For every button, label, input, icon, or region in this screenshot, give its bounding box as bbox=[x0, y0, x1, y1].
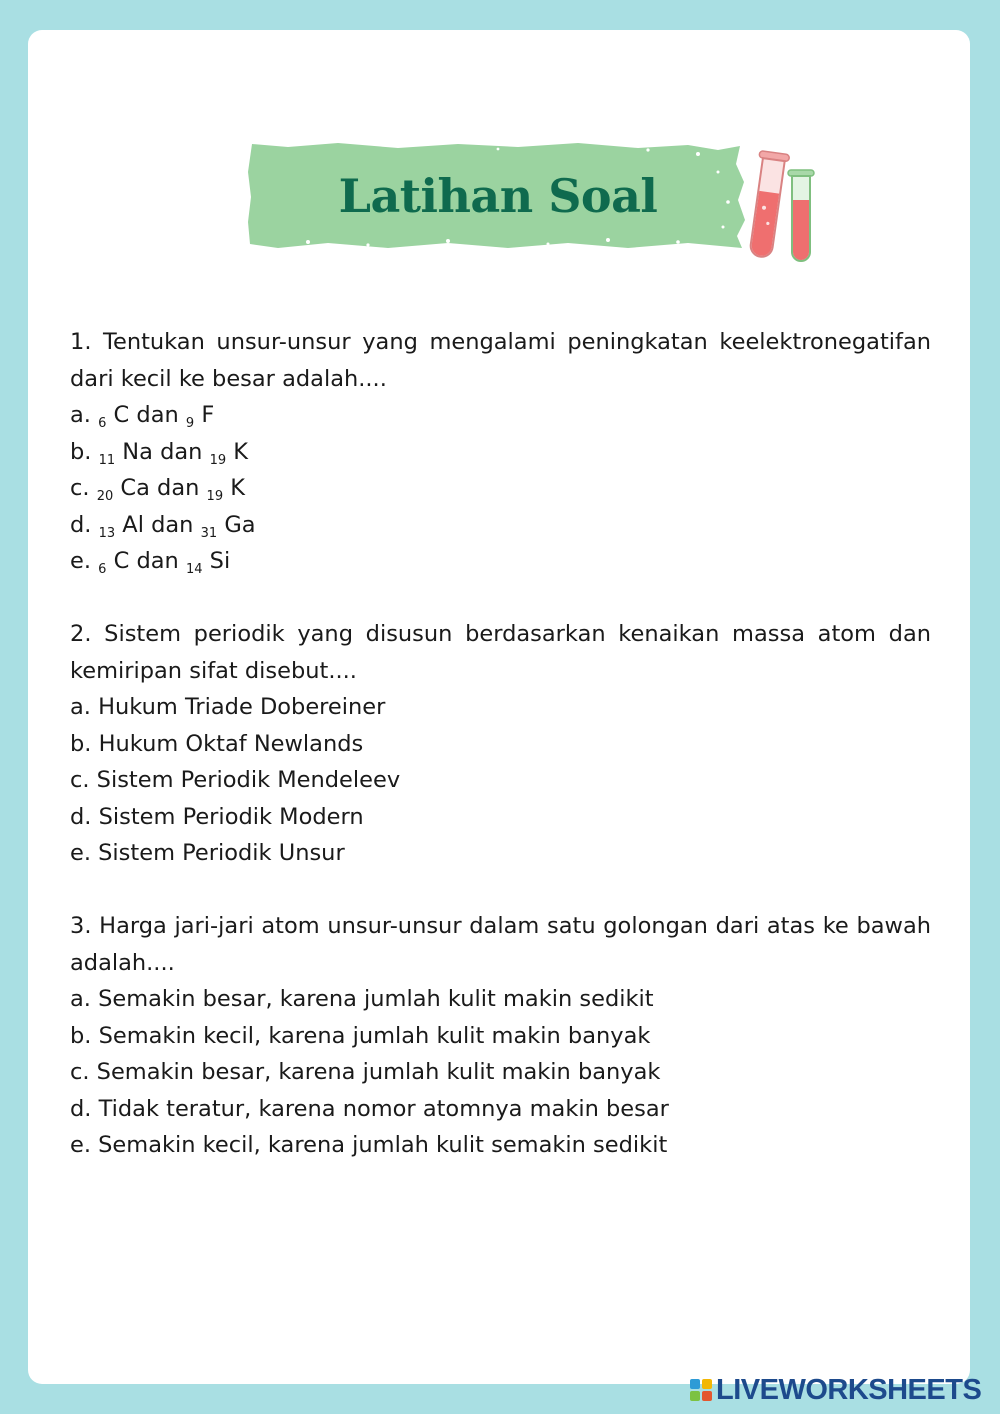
option-label: e. bbox=[70, 548, 91, 574]
element-symbol: K bbox=[230, 475, 246, 501]
option-b[interactable]: b. Hukum Oktaf Newlands bbox=[70, 730, 364, 757]
conjunction: dan bbox=[160, 438, 203, 465]
option-d[interactable] bbox=[70, 507, 931, 544]
element-symbol: Na bbox=[122, 438, 153, 465]
element-symbol: Si bbox=[209, 548, 231, 574]
title-banner bbox=[248, 142, 748, 250]
atomic-number: 31 bbox=[200, 525, 218, 541]
option-c[interactable]: c. Sistem Periodik Mendeleev bbox=[70, 767, 401, 793]
conjunction: dan bbox=[157, 475, 200, 501]
conjunction: dan bbox=[136, 402, 179, 428]
atomic-number: 9 bbox=[185, 416, 195, 431]
question-list bbox=[70, 324, 931, 1200]
option-b[interactable] bbox=[70, 434, 931, 471]
atomic-number: 14 bbox=[185, 562, 203, 577]
option-e[interactable] bbox=[70, 543, 931, 580]
atomic-number: 11 bbox=[98, 452, 116, 468]
option-label: a. bbox=[70, 402, 91, 428]
option-b[interactable]: b. Semakin kecil, karena jumlah kulit makin banyak bbox=[70, 1022, 651, 1049]
element-symbol: Al bbox=[122, 511, 144, 538]
option-d[interactable]: d. Sistem Periodik Modern bbox=[70, 803, 364, 830]
option-label: d. bbox=[70, 511, 92, 538]
question-1 bbox=[70, 324, 931, 580]
element-symbol: C bbox=[113, 402, 130, 428]
question-text: 1. Tentukan unsur-unsur yang mengalami peningkatan keelektronegatifan dari kecil ke besar adalah.... bbox=[70, 329, 931, 392]
conjunction: dan bbox=[136, 548, 179, 574]
option-e[interactable]: e. Sistem Periodik Unsur bbox=[70, 840, 345, 866]
element-symbol: Ca bbox=[120, 475, 150, 501]
option-d[interactable]: d. Tidak teratur, karena nomor atomnya makin besar bbox=[70, 1095, 669, 1122]
option-c[interactable]: c. Semakin besar, karena jumlah kulit makin banyak bbox=[70, 1059, 661, 1085]
conjunction: dan bbox=[151, 511, 194, 538]
test-tubes-icon bbox=[738, 148, 820, 266]
atomic-number: 13 bbox=[98, 525, 116, 541]
brand-name: LIVEWORKSHEETS bbox=[716, 1373, 982, 1406]
atomic-number: 19 bbox=[206, 489, 224, 504]
option-label: c. bbox=[70, 475, 90, 501]
liveworksheets-logo-icon bbox=[690, 1379, 712, 1401]
option-e[interactable]: e. Semakin kecil, karena jumlah kulit semakin sedikit bbox=[70, 1132, 668, 1158]
page-title: Latihan Soal bbox=[338, 169, 658, 223]
option-a[interactable] bbox=[70, 397, 931, 434]
atomic-number: 6 bbox=[98, 416, 107, 431]
atomic-number: 6 bbox=[98, 562, 107, 577]
question-2 bbox=[70, 616, 931, 872]
question-text: 2. Sistem periodik yang disusun berdasarkan kenaikan massa atom dan kemiripan sifat disebut.... bbox=[70, 621, 931, 684]
question-3 bbox=[70, 908, 931, 1164]
option-a[interactable]: a. Hukum Triade Dobereiner bbox=[70, 694, 386, 720]
atomic-number: 19 bbox=[209, 452, 227, 468]
option-a[interactable]: a. Semakin besar, karena jumlah kulit makin sedikit bbox=[70, 986, 654, 1012]
element-symbol: Ga bbox=[224, 511, 256, 538]
element-symbol: F bbox=[201, 402, 215, 428]
option-c[interactable] bbox=[70, 470, 931, 507]
option-label: b. bbox=[70, 438, 92, 465]
element-symbol: K bbox=[233, 438, 249, 465]
atomic-number: 20 bbox=[96, 489, 114, 504]
liveworksheets-footer[interactable] bbox=[690, 1374, 981, 1406]
element-symbol: C bbox=[113, 548, 130, 574]
question-text: 3. Harga jari-jari atom unsur-unsur dalam satu golongan dari atas ke bawah adalah.... bbox=[70, 913, 931, 976]
